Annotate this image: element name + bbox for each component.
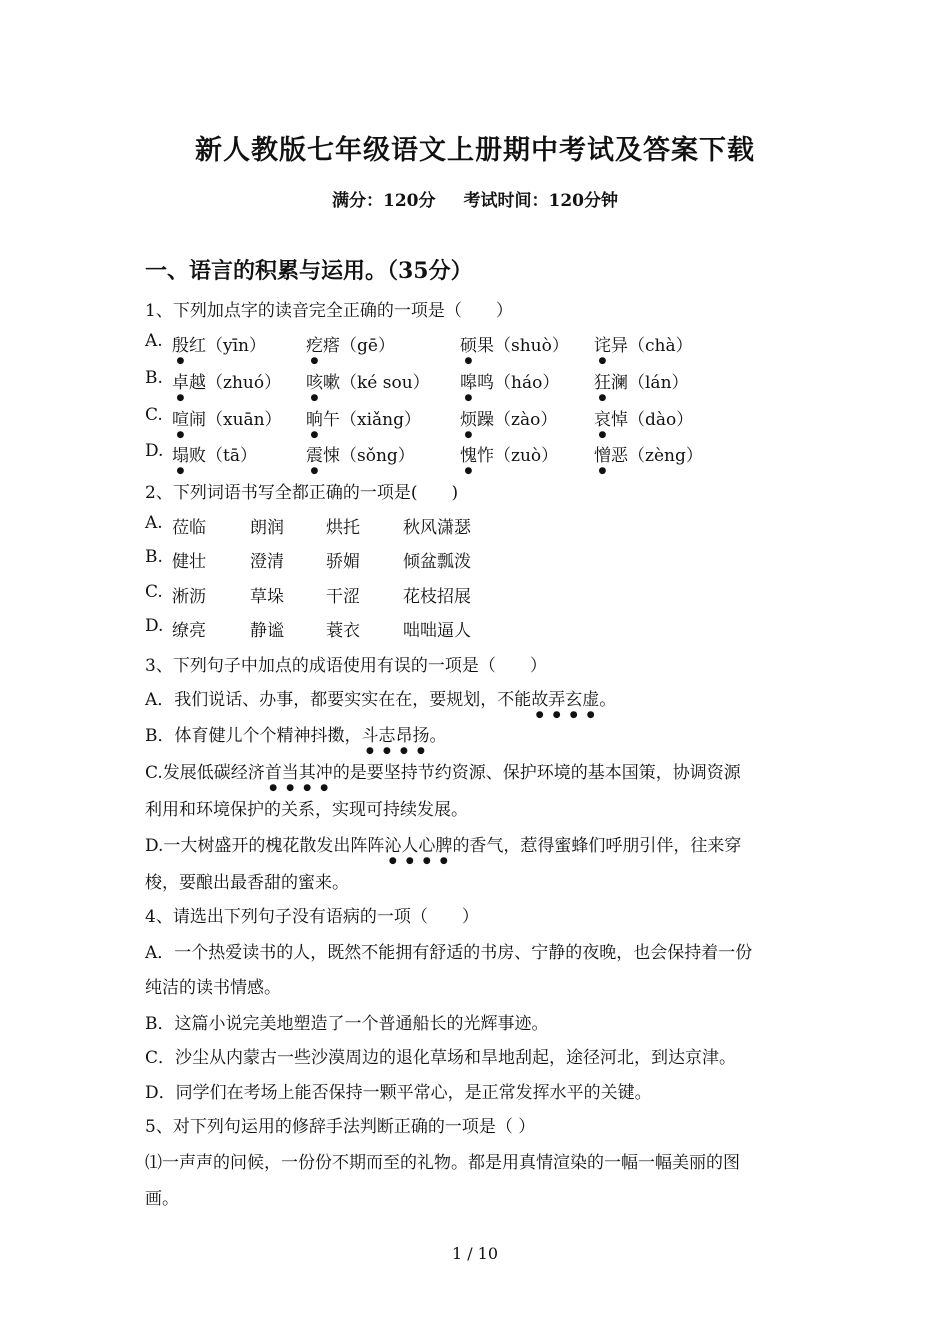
option-item: 塌败（tā） [172, 446, 257, 466]
option-letter: B. [145, 547, 163, 567]
question-3-option-c: C.发展低碳经济首当其冲的是要坚持节约资源、保护环境的基本国策，协调资源 [145, 763, 741, 783]
page-title: 新人教版七年级语文上册期中考试及答案下载 [195, 135, 755, 166]
option-item: 干涩 [326, 587, 360, 607]
section-heading: 一、语言的积累与运用。（35分） [145, 258, 473, 284]
question-4-option-a-cont: 纯洁的读书情感。 [145, 978, 281, 998]
option-item: 嗥鸣（háo） [460, 373, 560, 393]
option-item: 咳嗽（ké sou） [306, 373, 430, 393]
question-2-stem: 2、下列词语书写全都正确的一项是( ) [145, 483, 459, 503]
exam-info [0, 186, 950, 211]
option-item: 愧怍（zuò） [460, 446, 559, 466]
question-4-stem: 4、请选出下列句子没有语病的一项（ ） [145, 907, 479, 927]
question-4-option-c: C．沙尘从内蒙古一些沙漠周边的退化草场和旱地刮起，途径河北，到达京津。 [145, 1048, 737, 1068]
question-3-stem: 3、下列句子中加点的成语使用有误的一项是（ ） [145, 656, 547, 676]
option-letter: C. [145, 582, 163, 602]
option-item: 殷红（yīn） [172, 336, 266, 356]
question-4-option-a: A．一个热爱读书的人，既然不能拥有舒适的书房、宁静的夜晚，也会保持着一份 [145, 943, 753, 963]
question-1-stem: 1、下列加点字的读音完全正确的一项是（ ） [145, 301, 513, 321]
option-item: 卓越（zhuó） [172, 373, 282, 393]
option-item: 澄清 [250, 552, 284, 572]
option-item: 烦躁（zào） [460, 410, 558, 430]
option-letter: A. [145, 513, 163, 533]
question-3-option-c-cont: 利用和环境保护的关系，实现可持续发展。 [145, 800, 468, 820]
question-3-option-b: B．体育健儿个个精神抖擞，斗志昂扬。 [145, 726, 447, 746]
option-item: 疙瘩（gē） [306, 336, 395, 356]
question-5-sentence-1-cont: 画。 [145, 1189, 179, 1209]
option-item: 咄咄逼人 [403, 621, 471, 641]
question-4-option-b: B．这篇小说完美地塑造了一个普通船长的光辉事迹。 [145, 1014, 549, 1034]
exam-time: 考试时间：120分钟 [463, 191, 618, 211]
option-item: 喧闹（xuān） [172, 410, 282, 430]
option-item: 蓑衣 [326, 621, 360, 641]
option-item: 秋风潇瑟 [403, 518, 471, 538]
full-score: 满分：120分 [332, 191, 436, 211]
option-item: 缭亮 [172, 621, 206, 641]
option-item: 哀悼（dào） [594, 410, 694, 430]
option-letter: D. [145, 441, 164, 461]
option-item: 硕果（shuò） [460, 336, 569, 356]
question-5-stem: 5、对下列句运用的修辞手法判断正确的一项是（ ） [145, 1117, 536, 1137]
option-letter: B. [145, 368, 163, 388]
option-item: 憎恶（zèng） [594, 446, 703, 466]
option-item: 静谧 [250, 621, 284, 641]
option-item: 诧异（chà） [594, 336, 693, 356]
option-item: 草垛 [250, 587, 284, 607]
option-item: 花枝招展 [403, 587, 471, 607]
question-3-option-a: A．我们说话、办事，都要实实在在，要规划，不能故弄玄虚。 [145, 690, 617, 710]
option-item: 朗润 [250, 518, 284, 538]
question-3-option-d-cont: 梭，要酿出最香甜的蜜来。 [145, 873, 349, 893]
question-4-option-d: D．同学们在考场上能否保持一颗平常心，是正常发挥水平的关键。 [145, 1083, 652, 1103]
option-item: 震悚（sǒng） [306, 446, 415, 466]
page-number: 1 / 10 [451, 1244, 499, 1263]
option-letter: C. [145, 405, 163, 425]
option-item: 倾盆瓢泼 [403, 552, 471, 572]
question-5-sentence-1: ⑴一声声的问候，一份份不期而至的礼物。都是用真情渲染的一幅一幅美丽的图 [145, 1153, 740, 1173]
question-3-option-d: D.一大树盛开的槐花散发出阵阵沁人心脾的香气，惹得蜜蜂们呼朋引伴，往来穿 [145, 836, 742, 856]
option-letter: A. [145, 331, 163, 351]
option-item: 晌午（xiǎng） [306, 410, 421, 430]
option-item: 莅临 [172, 518, 206, 538]
option-item: 狂澜（lán） [594, 373, 689, 393]
option-item: 烘托 [326, 518, 360, 538]
option-item: 淅沥 [172, 587, 206, 607]
option-item: 健壮 [172, 552, 206, 572]
option-item: 骄媚 [326, 552, 360, 572]
option-letter: D. [145, 616, 164, 636]
